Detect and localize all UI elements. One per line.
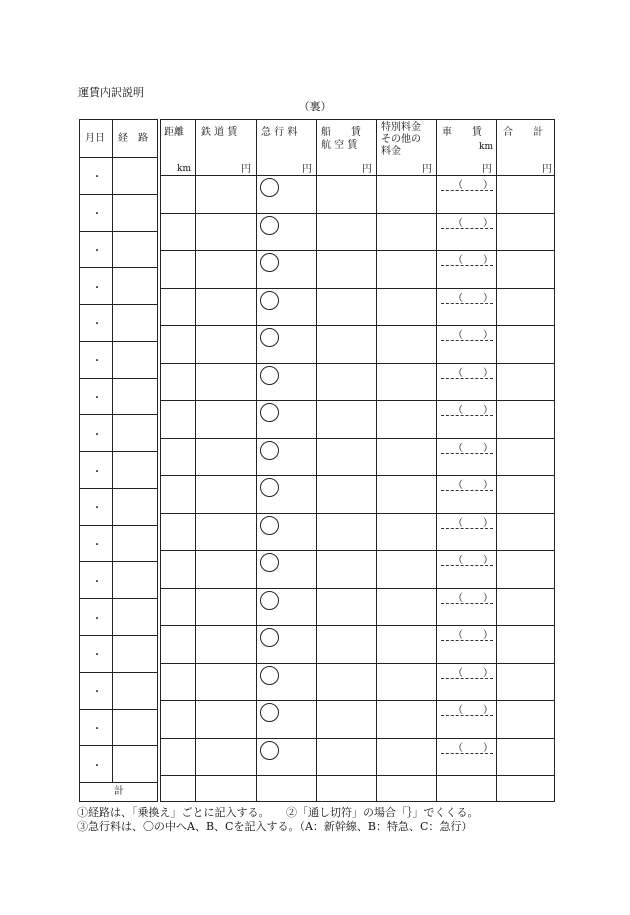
express-fee-unit: 円	[302, 164, 312, 175]
document-subtitle: （裏）	[298, 100, 332, 113]
row-divider	[161, 363, 554, 364]
car-distance-paren[interactable]: （ ）	[453, 442, 493, 454]
row-divider	[80, 745, 157, 746]
column-divider	[195, 120, 196, 801]
document-title: 運賃内訳説明	[78, 86, 144, 99]
row-divider	[161, 588, 554, 589]
row-divider	[161, 400, 554, 401]
car-distance-dotted-line	[441, 565, 493, 566]
express-type-circle[interactable]	[260, 253, 279, 272]
special-fee-header-line3: 料金	[381, 146, 401, 157]
row-divider	[80, 304, 157, 305]
car-distance-dotted-line	[441, 378, 493, 379]
row-divider	[161, 213, 554, 214]
row-date-marker: ・	[92, 760, 102, 772]
special-fee-header-line2: その他の	[381, 134, 421, 145]
car-distance-paren[interactable]: （ ）	[453, 592, 493, 604]
car-distance-dotted-line	[441, 678, 493, 679]
air-fare-header: 航 空 賃	[321, 140, 358, 151]
car-distance-dotted-line	[441, 528, 493, 529]
car-distance-paren[interactable]: （ ）	[453, 180, 493, 191]
row-date-marker: ・	[92, 540, 102, 551]
express-type-circle[interactable]	[260, 553, 279, 572]
express-type-circle[interactable]	[260, 403, 279, 422]
express-type-circle[interactable]	[260, 328, 279, 347]
row-divider	[161, 738, 554, 739]
row-date-marker: ・	[92, 282, 102, 294]
row-divider	[161, 513, 554, 514]
row-divider	[161, 325, 554, 326]
row-divider	[161, 475, 554, 476]
car-distance-paren[interactable]: （ ）	[453, 667, 493, 679]
express-type-circle[interactable]	[260, 591, 279, 610]
row-divider	[161, 625, 554, 626]
car-distance-dotted-line	[441, 340, 493, 341]
row-date-marker: ・	[92, 429, 102, 441]
row-divider	[80, 267, 157, 268]
notes	[77, 806, 479, 834]
express-type-circle[interactable]	[260, 628, 279, 647]
column-divider	[436, 120, 437, 801]
row-divider	[80, 561, 157, 562]
car-distance-dotted-line	[441, 453, 493, 454]
car-distance-paren[interactable]: （ ）	[453, 630, 493, 641]
header-divider	[161, 175, 554, 176]
express-type-circle[interactable]	[260, 178, 279, 197]
row-divider	[161, 250, 554, 251]
row-divider	[161, 550, 554, 551]
column-divider	[376, 120, 377, 801]
row-divider	[161, 700, 554, 701]
distance-unit: km	[177, 164, 191, 174]
car-distance-paren[interactable]: （ ）	[453, 555, 493, 566]
column-divider	[256, 120, 257, 801]
row-divider	[80, 378, 157, 379]
row-date-marker: ・	[92, 723, 102, 735]
total-divider	[80, 782, 157, 783]
row-date-marker: ・	[92, 393, 102, 404]
car-distance-dotted-line	[441, 640, 493, 641]
special-fee-unit: 円	[422, 164, 432, 175]
column-divider	[496, 120, 497, 801]
row-divider	[80, 488, 157, 489]
car-distance-paren[interactable]: （ ）	[453, 480, 493, 491]
total-header: 合 計	[503, 127, 543, 138]
car-distance-paren[interactable]: （ ）	[453, 255, 493, 266]
row-divider	[80, 231, 157, 232]
express-fee-header: 急 行 料	[261, 127, 298, 138]
note-line: ③急行料は、〇の中へA、B、Cを記入する。（A：新幹線、B：特急、C：急行）	[77, 820, 473, 833]
header-divider	[80, 157, 157, 158]
row-date-marker: ・	[92, 503, 102, 515]
car-distance-dotted-line	[441, 490, 493, 491]
row-divider	[80, 451, 157, 452]
car-fare-unit: 円	[482, 164, 492, 175]
row-divider	[80, 525, 157, 526]
express-type-circle[interactable]	[260, 478, 279, 497]
car-distance-paren[interactable]: （ ）	[453, 405, 493, 416]
fare-breakdown-table	[160, 119, 555, 802]
row-divider	[161, 438, 554, 439]
car-distance-dotted-line	[441, 415, 493, 416]
row-date-marker: ・	[92, 356, 102, 368]
car-distance-dotted-line	[441, 190, 493, 191]
row-date-marker: ・	[92, 650, 102, 662]
row-divider	[161, 775, 554, 776]
car-distance-dotted-line	[441, 715, 493, 716]
total-unit: 円	[542, 164, 552, 175]
car-distance-paren[interactable]: （ ）	[453, 367, 493, 379]
car-distance-dotted-line	[441, 228, 493, 229]
car-fare-header: 車 賃	[442, 127, 482, 138]
express-type-circle[interactable]	[260, 291, 279, 310]
ship-fare-header: 船 賃	[321, 127, 361, 138]
car-distance-dotted-line	[441, 603, 493, 604]
row-divider	[80, 709, 157, 710]
row-date-marker: ・	[92, 613, 102, 625]
row-divider	[161, 288, 554, 289]
car-distance-paren[interactable]: （ ）	[453, 217, 493, 229]
ship-air-unit: 円	[362, 164, 372, 175]
car-distance-paren[interactable]: （ ）	[453, 517, 493, 529]
car-distance-paren[interactable]: （ ）	[453, 330, 493, 341]
date-route-table	[79, 119, 158, 802]
car-distance-dotted-line	[441, 753, 493, 754]
express-type-circle[interactable]	[260, 441, 279, 460]
date-header: 月日	[85, 133, 105, 144]
row-divider	[80, 194, 157, 195]
row-date-marker: ・	[92, 576, 102, 588]
express-type-circle[interactable]	[260, 666, 279, 685]
row-divider	[80, 414, 157, 415]
column-divider	[316, 120, 317, 801]
car-distance-paren[interactable]: （ ）	[453, 705, 493, 716]
distance-header: 距離	[164, 127, 184, 138]
express-type-circle[interactable]	[260, 366, 279, 385]
express-type-circle[interactable]	[260, 216, 279, 235]
row-date-marker: ・	[92, 172, 102, 184]
row-date-marker: ・	[92, 245, 102, 257]
rail-fare-unit: 円	[241, 164, 251, 175]
car-distance-dotted-line	[441, 303, 493, 304]
express-type-circle[interactable]	[260, 516, 279, 535]
car-distance-paren[interactable]: （ ）	[453, 292, 493, 304]
row-date-marker: ・	[92, 466, 102, 478]
express-type-circle[interactable]	[260, 703, 279, 722]
row-divider	[80, 635, 157, 636]
row-divider	[161, 663, 554, 664]
total-label: 計	[114, 786, 124, 797]
row-divider	[80, 341, 157, 342]
car-distance-paren[interactable]: （ ）	[453, 742, 493, 754]
express-type-circle[interactable]	[260, 741, 279, 760]
special-fee-header-line1: 特別料金	[381, 122, 421, 133]
row-date-marker: ・	[92, 319, 102, 331]
rail-fare-header: 鉄 道 賃	[201, 127, 238, 138]
row-divider	[80, 598, 157, 599]
row-divider	[80, 672, 157, 673]
row-date-marker: ・	[92, 687, 102, 699]
route-header: 経 路	[118, 133, 148, 144]
car-distance-dotted-line	[441, 265, 493, 266]
note-line: ①経路は、「乗換え」ごとに記入する。 ②「通し切符」の場合「｝」でくくる。	[77, 806, 479, 819]
car-fare-km: km	[479, 142, 493, 152]
row-date-marker: ・	[92, 209, 102, 221]
